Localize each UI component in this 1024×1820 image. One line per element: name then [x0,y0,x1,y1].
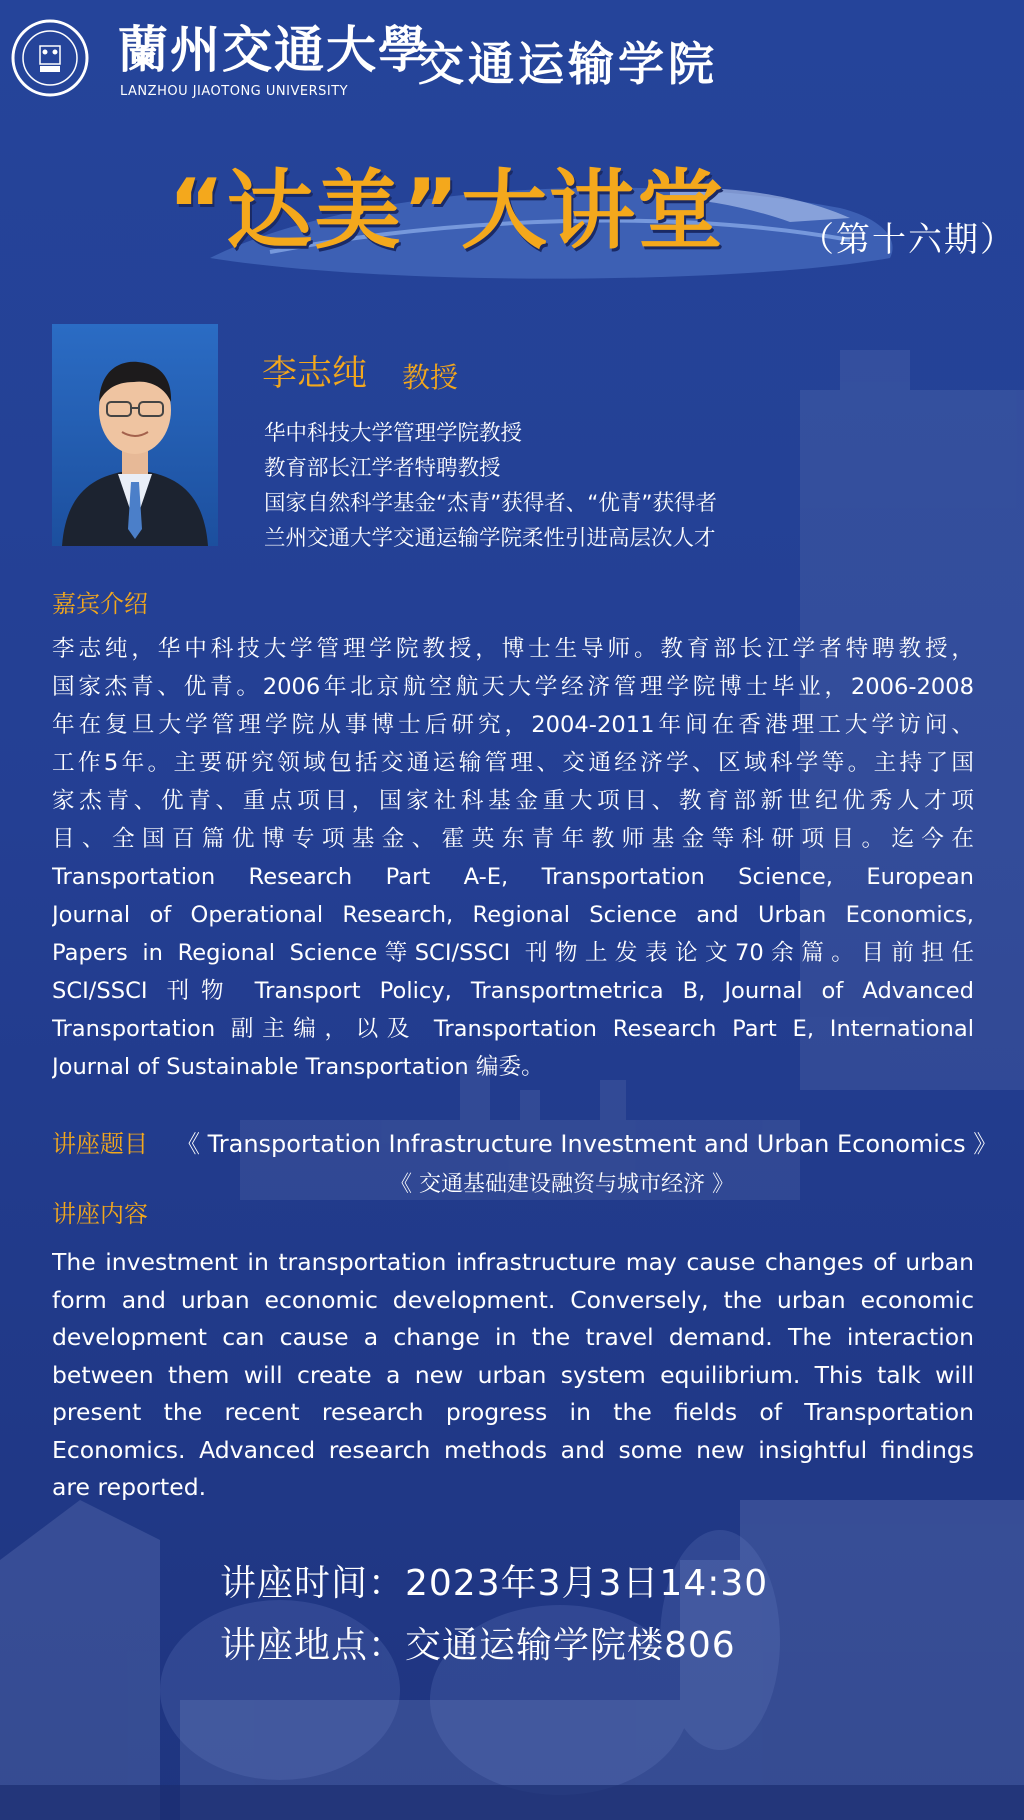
speaker-photo [52,324,218,546]
bio-section-label: 嘉宾介绍 [52,590,148,618]
speaker-affiliations [264,416,717,556]
university-name-cn: 蘭州交通大學 [118,20,430,79]
bio-line: 目、全国百篇优博专项基金、霍英东青年教师基金等科研项目。迄今在 [52,826,974,852]
content-section-label: 讲座内容 [52,1200,148,1228]
speaker-name: 李志纯 [262,354,368,394]
abstract-line: present the recent research progress in the fields of Transportation [52,1398,974,1426]
abstract-line: development can cause a change in the travel demand. The interaction [52,1323,974,1351]
bio-line: 国家杰青、优青。2006年北京航空航天大学经济管理学院博士毕业，2006-2008 [52,674,974,700]
university-seal-logo [10,18,90,98]
lecture-title-cn: 《 交通基础建设融资与城市经济 》 [390,1172,734,1197]
abstract-line: Economics. Advanced research methods and some new insightful findings [52,1435,974,1464]
bio-line: Transportation 副主编，以及 Transportation Research Part E, International [52,1016,974,1042]
bio-line: Journal of Sustainable Transportation 编委。 [52,1054,544,1080]
bio-line: Journal of Operational Research, Regional Science and Urban Economics, [52,902,974,928]
bio-line: 工作5年。主要研究领域包括交通运输管理、交通经济学、区域科学等。主持了国 [52,750,974,776]
bio-line: Papers in Regional Science等SCI/SSCI 刊物上发表论文70余篇。目前担任 [52,940,974,966]
abstract-line: between them will create a new urban system equilibrium. This talk will [52,1360,974,1389]
affiliation-line: 兰州交通大学交通运输学院柔性引进高层次人才 [264,526,716,551]
bio-line: 李志纯，华中科技大学管理学院教授，博士生导师。教育部长江学者特聘教授， [52,636,974,662]
university-name-en: LANZHOU JIAOTONG UNIVERSITY [120,84,349,99]
bio-line: SCI/SSCI 刊物 Transport Policy, Transportmetrica B, Journal of Advanced [52,978,974,1004]
issue-number: （第十六期） [800,220,1016,260]
lecture-series-title: “达美”大讲堂 [168,161,726,261]
speaker-title: 教授 [402,361,459,394]
bio-line: 家杰青、优青、重点项目，国家社科基金重大项目、教育部新世纪优秀人才项 [52,788,974,814]
lecture-abstract [52,1244,974,1507]
affiliation-line: 华中科技大学管理学院教授 [264,421,523,446]
affiliation-line: 教育部长江学者特聘教授 [264,456,501,481]
bio-paragraph [52,630,974,1086]
bio-line: 年在复旦大学管理学院从事博士后研究，2004-2011年间在香港理工大学访问、 [52,712,974,738]
bio-line: Transportation Research Part A-E, Transportation Science, European [52,864,974,890]
lecture-location: 讲座地点：交通运输学院楼806 [220,1625,736,1666]
topic-section-label: 讲座题目 [52,1130,148,1158]
abstract-line: form and urban economic development. Conversely, the urban economic [52,1285,974,1314]
abstract-line: are reported. [52,1473,207,1501]
affiliation-line: 国家自然科学基金“杰青”获得者、“优青”获得者 [264,491,718,516]
college-name: 交通运输学院 [418,37,718,91]
lecture-title-en: 《 Transportation Infrastructure Investment and Urban Economics 》 [176,1130,998,1158]
lecture-time: 讲座时间：2023年3月3日14:30 [220,1563,769,1604]
abstract-line: The investment in transportation infrastructure may cause changes of urban [52,1248,974,1276]
